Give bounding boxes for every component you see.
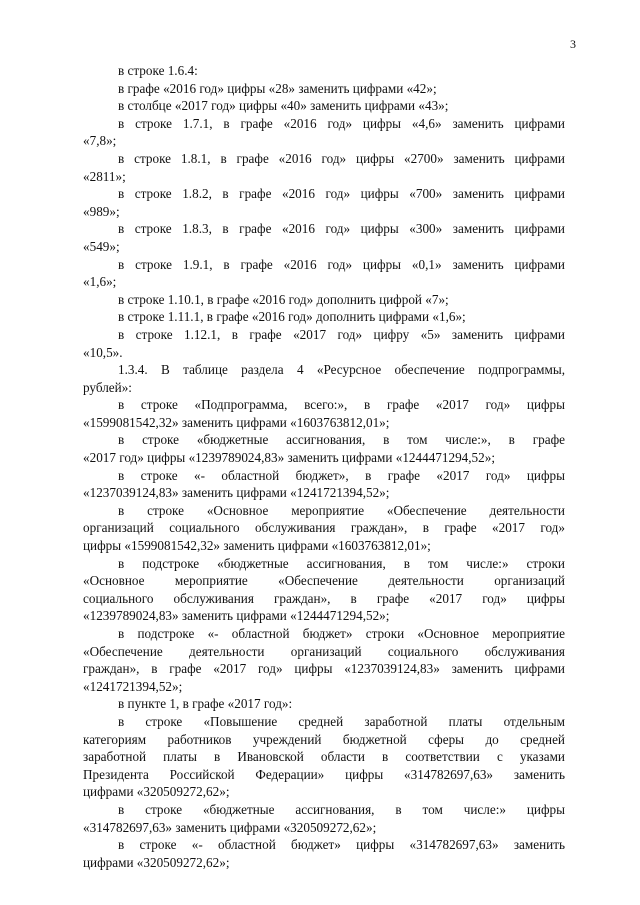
text-line: в подстроке «бюджетные ассигнования, в том числе:» строки: [118, 555, 565, 571]
text-line: в подстроке «- областной бюджет» строки «Основное мероприятие: [118, 626, 565, 641]
text-line: «2017 год» цифры «1239789024,83» заменить цифрами «1244471294,52»;: [83, 450, 496, 466]
paragraph: [83, 625, 565, 695]
text-line: заработной платы в Ивановской области в соответствии с указами: [83, 749, 565, 765]
paragraph: [83, 115, 565, 150]
text-line: в строке 1.9.1, в графе «2016 год» цифры «0,1» заменить цифрами: [118, 256, 565, 272]
text-line: организаций социального обслуживания граждан», в графе «2017 год»: [83, 520, 565, 536]
text-line: «549»;: [83, 238, 120, 254]
text-line: в пункте 1, в графе «2017 год»:: [118, 696, 293, 712]
text-line: в строке «Повышение средней заработной платы отдельным: [118, 713, 565, 729]
text-line: «314782697,63» заменить цифрами «320509272,62»;: [83, 819, 377, 835]
text-line: в строке «бюджетные ассигнования, в том числе:» цифры: [118, 801, 565, 817]
paragraph: [83, 62, 565, 80]
paragraph: [83, 291, 565, 309]
paragraph: [83, 431, 565, 466]
text-line: в строке «бюджетные ассигнования, в том числе:», в графе: [118, 432, 565, 448]
paragraph: [83, 695, 565, 713]
paragraph: [83, 801, 565, 836]
text-line: в строке 1.11.1, в графе «2016 год» дополнить цифрами «1,6»;: [118, 309, 466, 325]
paragraph: [83, 836, 565, 871]
text-line: в строке «Подпрограмма, всего:», в графе «2017 год» цифры: [118, 397, 565, 413]
text-line: в строке 1.8.2, в графе «2016 год» цифры «700» заменить цифрами: [118, 186, 565, 202]
text-line: в строке 1.10.1, в графе «2016 год» дополнить цифрой «7»;: [118, 291, 449, 307]
text-line: категориям работников учреждений бюджетной сферы до средней: [83, 731, 565, 747]
text-line: «1599081542,32» заменить цифрами «1603763812,01»;: [83, 414, 390, 430]
text-line: «1,6»;: [83, 274, 117, 290]
text-line: цифрами «320509272,62»;: [83, 854, 230, 870]
text-line: «10,5».: [83, 344, 123, 360]
paragraph: [83, 713, 565, 801]
paragraph: [83, 326, 565, 361]
text-line: «1239789024,83» заменить цифрами «1244471294,52»;: [83, 608, 390, 624]
text-line: граждан», в графе «2017 год» цифры «1237039124,83» заменить цифрами: [83, 661, 565, 677]
text-line: «Основное мероприятие «Обеспечение деятельности организаций: [83, 573, 565, 589]
text-line: рублей»:: [83, 379, 132, 395]
paragraph: [83, 150, 565, 185]
text-line: цифры «1599081542,32» заменить цифрами «1603763812,01»;: [83, 538, 431, 554]
paragraph: [83, 361, 565, 396]
paragraph: [83, 97, 565, 115]
paragraph: [83, 80, 565, 98]
text-line: в столбце «2017 год» цифры «40» заменить цифрами «43»;: [118, 98, 449, 114]
paragraph: [83, 220, 565, 255]
paragraph: [83, 256, 565, 291]
text-line: в строке «Основное мероприятие «Обеспечение деятельности: [118, 502, 565, 518]
text-line: «2811»;: [83, 168, 126, 184]
text-line: «Обеспечение деятельности организаций социального обслуживания: [83, 643, 565, 659]
document-body: [83, 62, 565, 871]
paragraph: [83, 502, 565, 555]
text-line: социального обслуживания граждан», в графе «2017 год» цифры: [83, 590, 565, 606]
text-line: в строке 1.12.1, в графе «2017 год» цифру «5» заменить цифрами: [118, 326, 565, 342]
text-line: «7,8»;: [83, 133, 117, 149]
text-line: 1.3.4. В таблице раздела 4 «Ресурсное обеспечение подпрограммы,: [118, 362, 565, 378]
paragraph: [83, 467, 565, 502]
text-line: «1237039124,83» заменить цифрами «1241721394,52»;: [83, 485, 390, 501]
text-line: «989»;: [83, 203, 120, 219]
paragraph: [83, 396, 565, 431]
text-line: цифрами «320509272,62»;: [83, 784, 230, 800]
text-line: Президента Российской Федерации» цифры «314782697,63» заменить: [83, 766, 565, 782]
text-line: в строке 1.8.3, в графе «2016 год» цифры «300» заменить цифрами: [118, 221, 565, 237]
text-line: в строке «- областной бюджет» цифры «314782697,63» заменить: [118, 837, 565, 853]
text-line: в графе «2016 год» цифры «28» заменить цифрами «42»;: [118, 80, 437, 96]
text-line: в строке «- областной бюджет», в графе «2017 год» цифры: [118, 467, 565, 483]
page-number: 3: [570, 37, 576, 51]
paragraph: [83, 185, 565, 220]
text-line: в строке 1.6.4:: [118, 63, 198, 78]
paragraph: [83, 555, 565, 625]
text-line: «1241721394,52»;: [83, 678, 183, 694]
text-line: в строке 1.7.1, в графе «2016 год» цифры «4,6» заменить цифрами: [118, 115, 565, 131]
paragraph: [83, 308, 565, 326]
text-line: в строке 1.8.1, в графе «2016 год» цифры «2700» заменить цифрами: [118, 150, 565, 166]
